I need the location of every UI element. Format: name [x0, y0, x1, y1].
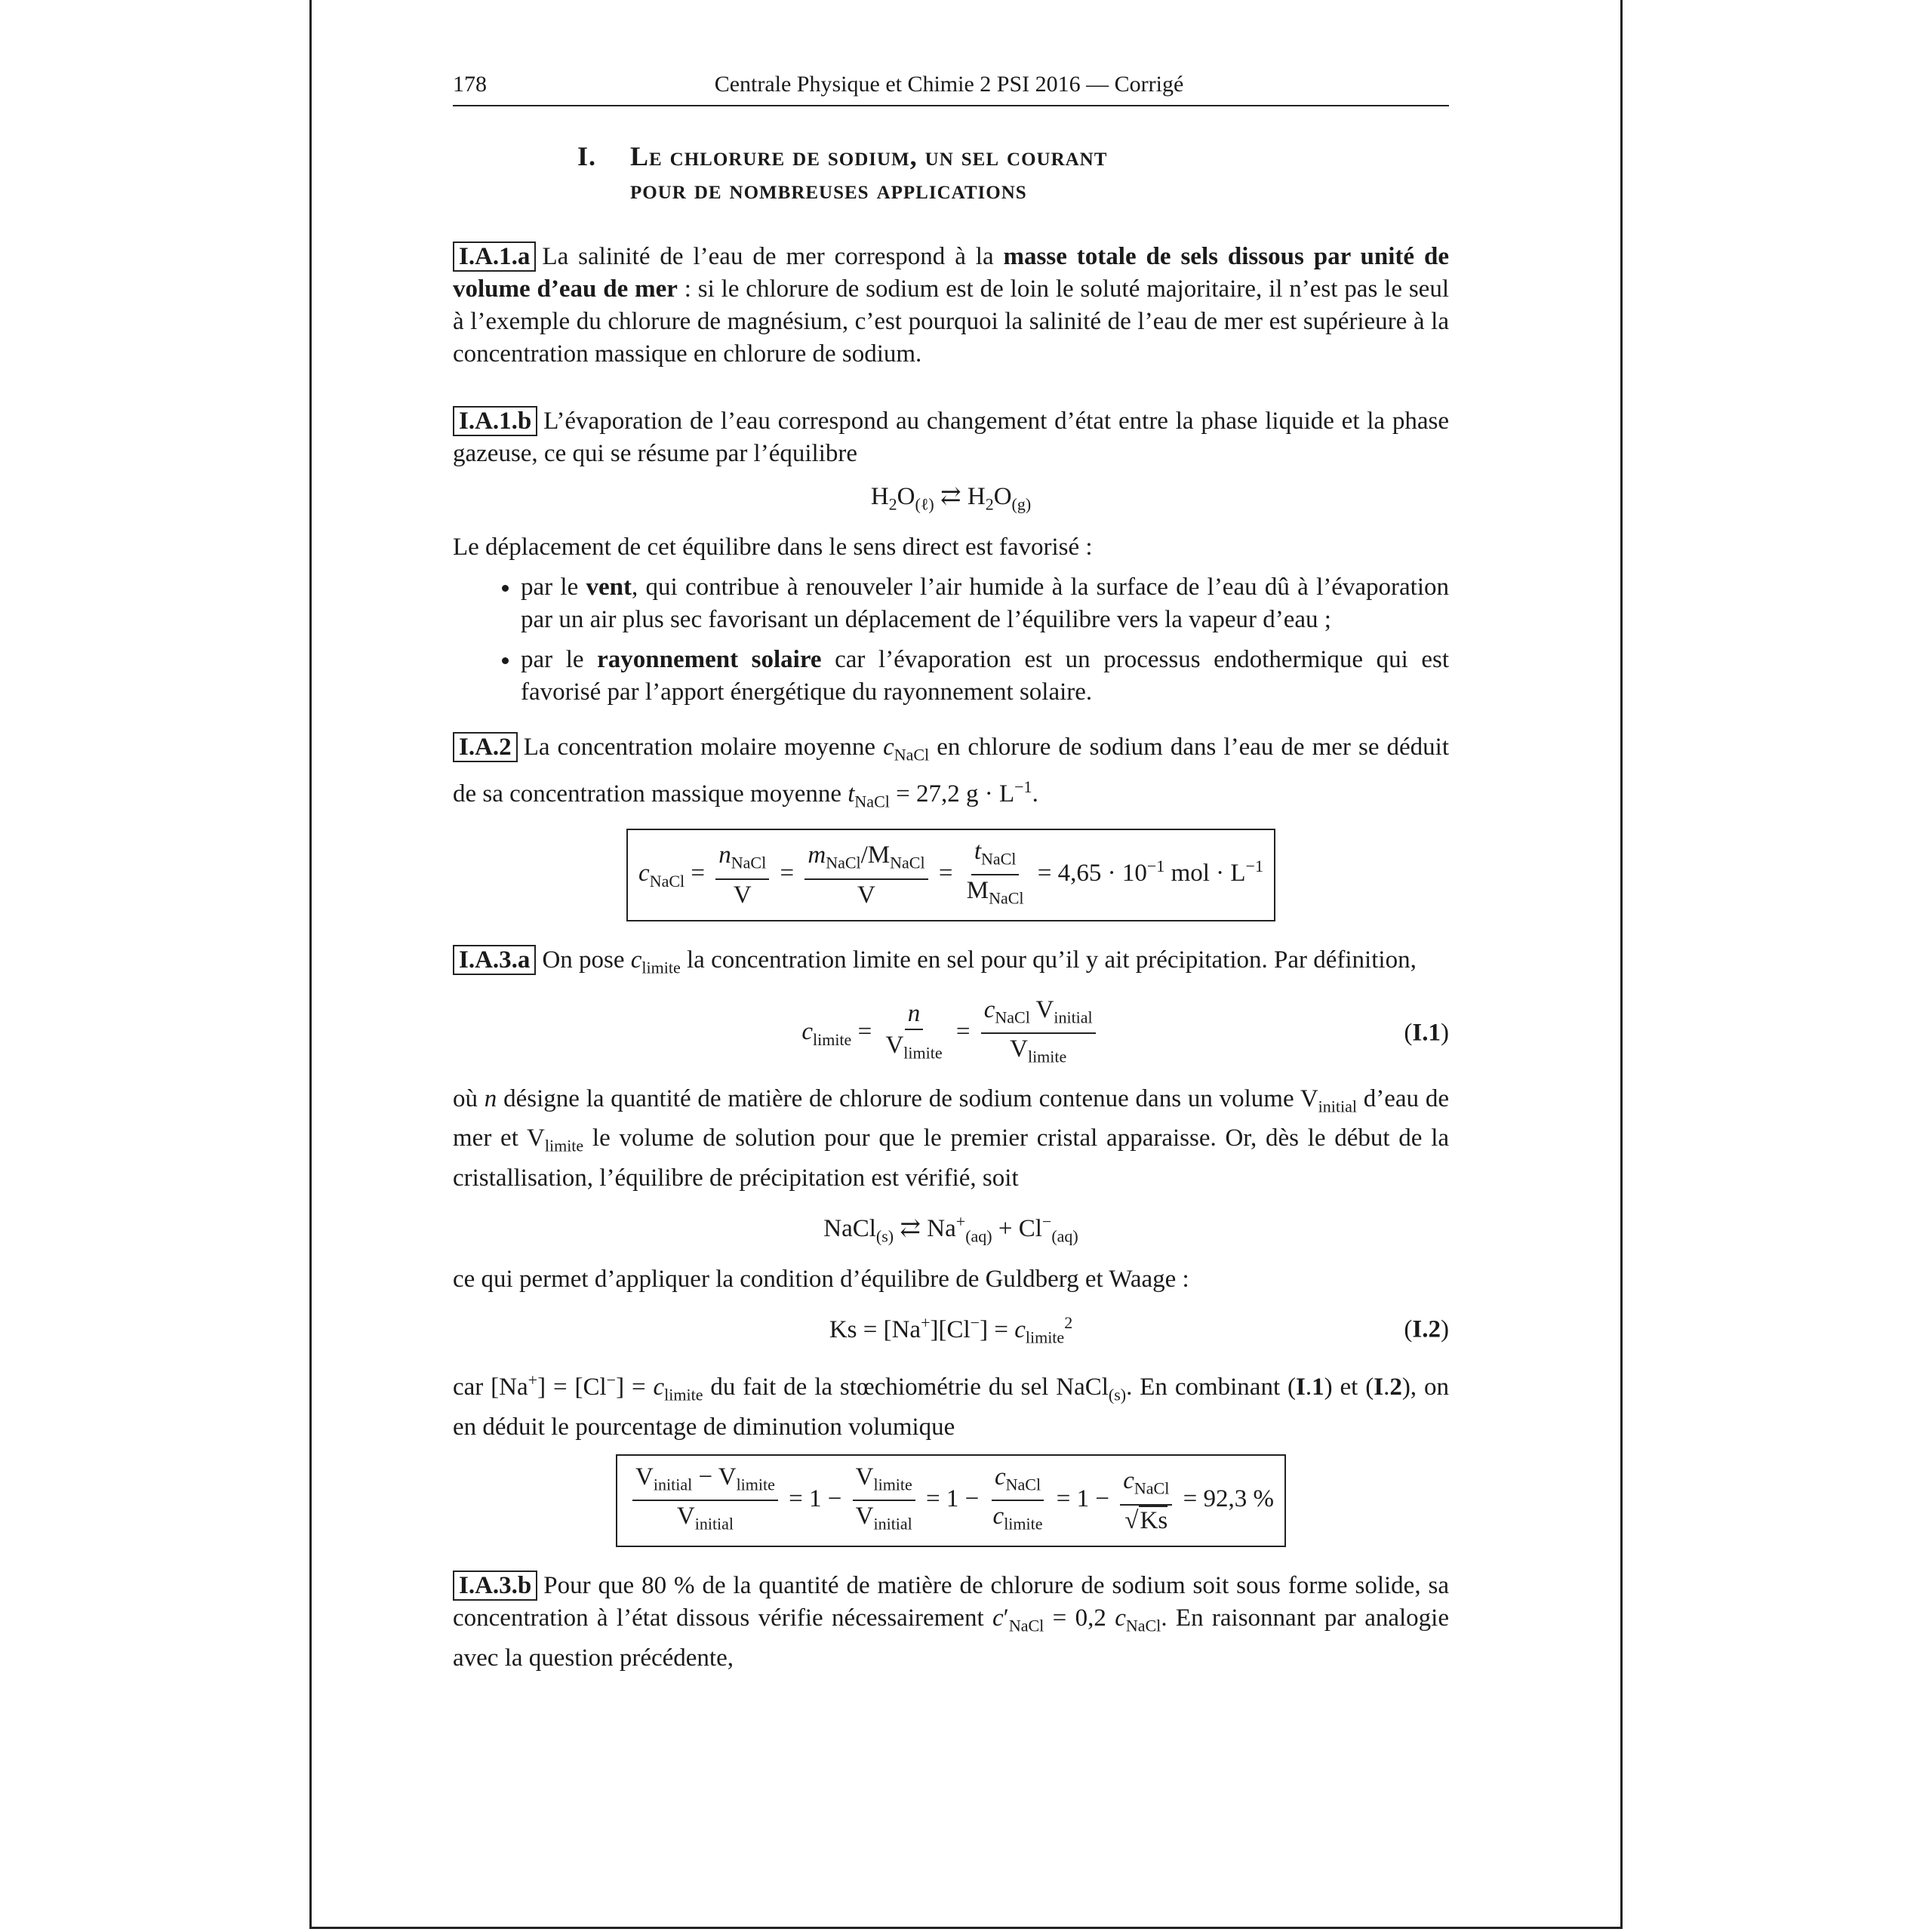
section-title-line1: Le chlorure de sodium, un sel courant: [630, 141, 1108, 171]
ia3a-para4: car $[Na^+] = [Cl^-] = c_{limite}$ du fait de la stœchiométrie du sel NaCl$_{(s)}$. En combinant (I.1) et (I.2), on en déduit le pourcentage de diminution volumique: [453, 1371, 1449, 1441]
equation-I2: $Ks = [Na^+][Cl^-] = c_{limite}^2$ (I.2): [829, 1312, 1449, 1347]
ia1a-text-a: La salinité de l’eau de mer correspond à la: [542, 243, 1004, 270]
equation-volume-reduction-boxed: $\frac{V_{initial} - V_{limite}}{V_{initial}}$ = 1 − $\frac{V_{limite}}{V_{initial}}$ = 1 − $\frac{c_{NaCl}}{c_{limite}}$ = 1 − $\frac{c_{NaCl}}{√Ks}$ = 92,3 %: [453, 1454, 1449, 1547]
bullet-item: • par le vent, qui contribue à renouveler l’air humide à la surface de l’eau dû à l’évaporation par un air plus sec favorisant un déplacement de l’équilibre vers la vapeur d’eau ;: [521, 571, 1449, 636]
paragraph-ia2: I.A.2 La concentration molaire moyenne $c_{NaCl}$ en chlorure de sodium dans l’eau de mer se déduit de sa concentration massique moyenne $t_{NaCl} = 27,2$ $g \cdot L^{-1}$.: [453, 733, 1450, 811]
equation-precipitation: NaCl$_{(s)}$ ⇄ $Na^+_{(aq)} + Cl^-_{(aq)}$: [823, 1211, 1078, 1246]
bullet-list: [453, 571, 1449, 709]
running-title: Centrale Physique et Chimie 2 PSI 2016 — Corrigé: [714, 72, 1184, 97]
page-content: [453, 68, 1449, 1675]
ia1b-after-equation: Le déplacement de cet équilibre dans le sens direct est favorisé :: [453, 533, 1093, 561]
paragraph-ia3a: I.A.3.a On pose $c_{limite}$ la concentration limite en sel pour qu’il y ait précipitation. Par définition,: [453, 944, 1449, 984]
paragraph-ia1b: [453, 405, 1449, 470]
question-label-ia1a: I.A.1.a: [453, 242, 536, 272]
ia1a-bold: masse totale de sels dissous par unité de volume d’eau de mer: [453, 243, 1449, 303]
equation-concentration-boxed: $c_{NaCl}$ = $\frac{n_{NaCl}}{V}$ = $\frac{m_{NaCl}/M_{NaCl}}{V}$ = $\frac{t_{NaCl}}{M_{NaCl}}$ = $4,65 \cdot 10^{-1}$ mol · $L^{-1}$: [453, 829, 1449, 921]
equation-evaporation: $H_2O_{(\ell)}$ ⇄ $H_2O_{(g)}$: [870, 483, 1032, 514]
question-label-ia3b: I.A.3.b: [453, 1571, 537, 1601]
paragraph-ia3b: I.A.3.b Pour que 80 % de la quantité de matière de chlorure de sodium soit sous forme solide, sa concentration à l’état dissous vérifie nécessairement $c'_{NaCl} = 0,2$ $c_{NaCl}$. En raisonnant par analogie avec la question précédente,: [453, 1571, 1449, 1672]
ia1b-text: L’évaporation de l’eau correspond au changement d’état entre la phase liquide et la phase gazeuse, ce qui se résume par l’équilibre: [453, 408, 1449, 467]
question-label-ia2: I.A.2: [453, 732, 518, 762]
paragraph-ia1a: [453, 241, 1449, 371]
section-number: I.: [577, 141, 597, 171]
equation-tag-I1: (I.1): [1404, 1019, 1449, 1047]
section-heading: [577, 140, 1449, 206]
equation-I1: $c_{limite}$ = $\frac{n}{V_{limite}}$ = $\frac{c_{NaCl} V_{initial}}{V_{limite}}$ (I.1): [801, 995, 1449, 1066]
bullet-item: • par le rayonnement solaire car l’évaporation est un processus endothermique qui est favorisé par l’apport énergétique du rayonnement solaire.: [521, 644, 1449, 709]
ia3a-para3: ce qui permet d’appliquer la condition d’équilibre de Guldberg et Waage :: [453, 1265, 1189, 1293]
running-header: [453, 68, 1449, 106]
page-number: 178: [453, 72, 487, 97]
question-label-ia3a: I.A.3.a: [453, 945, 536, 975]
equation-tag-I2: (I.2): [1404, 1315, 1449, 1343]
ia3a-para2: où n désigne la quantité de matière de chlorure de sodium contenue dans un volume $V_{initial}$ d’eau de mer et $V_{limite}$ le volume de solution pour que le premier cristal apparaisse. Or, dès le début de la cristallisation, l’équilibre de précipitation est vérifié, soit: [453, 1084, 1450, 1192]
section-title-line2: pour de nombreuses applications: [630, 174, 1027, 205]
ia1a-text-b: : si le chlorure de sodium est de loin le soluté majoritaire, il n’est pas le seul à l’exemple du chlorure de magnésium, c’est pourquoi la salinité de l’eau de mer est supérieure à la concentration massique en chlorure de sodium.: [453, 275, 1449, 368]
question-label-ia1b: I.A.1.b: [453, 406, 537, 436]
